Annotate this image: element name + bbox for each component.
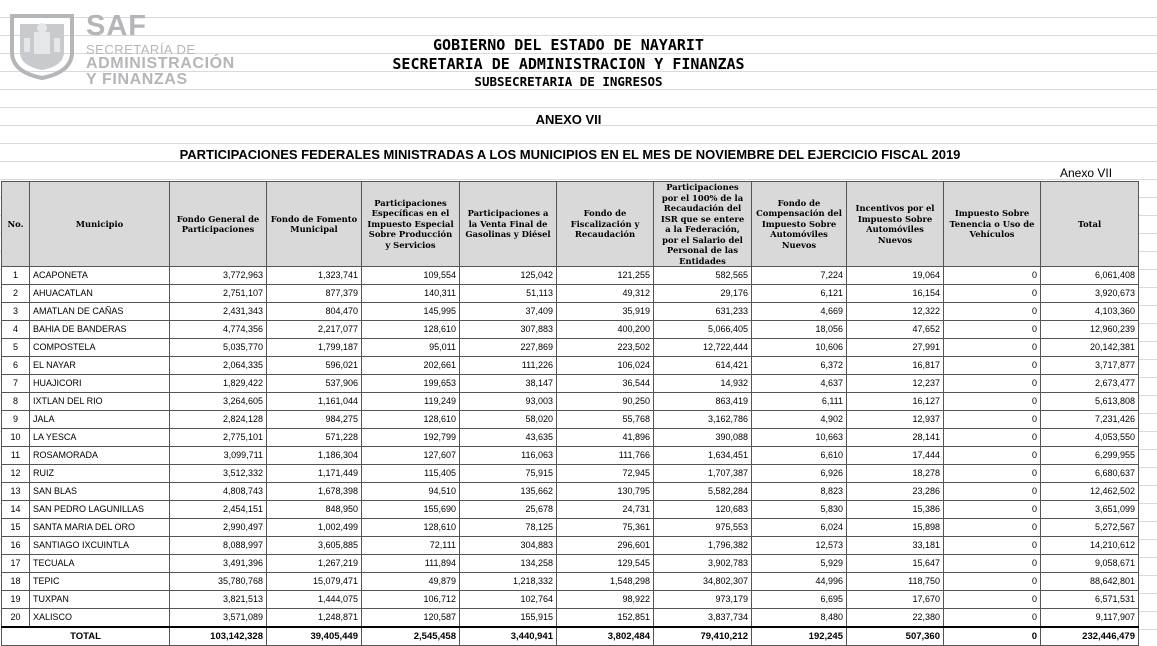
value-cell: 877,379: [267, 285, 362, 303]
value-cell: 5,582,284: [654, 483, 752, 501]
value-cell: 16,127: [847, 393, 944, 411]
table-row: [2, 501, 1139, 519]
table-header-row: [2, 182, 1139, 267]
table-row: [2, 591, 1139, 609]
value-cell: 227,869: [460, 339, 557, 357]
value-cell: 90,250: [557, 393, 654, 411]
value-cell: 614,421: [654, 357, 752, 375]
municipio-cell: TECUALA: [30, 555, 170, 573]
value-cell: 3,264,605: [170, 393, 267, 411]
table-row: [2, 519, 1139, 537]
municipio-cell: LA YESCA: [30, 429, 170, 447]
value-cell: 18,278: [847, 465, 944, 483]
value-cell: 192,799: [362, 429, 460, 447]
value-cell: 23,286: [847, 483, 944, 501]
value-cell: 5,830: [752, 501, 847, 519]
total-value-cell: 232,446,479: [1041, 627, 1139, 646]
value-cell: 98,922: [557, 591, 654, 609]
value-cell: 35,780,768: [170, 573, 267, 591]
value-cell: 631,233: [654, 303, 752, 321]
logo-line-1: SECRETARÍA DE: [86, 42, 196, 57]
row-number: 19: [2, 591, 30, 609]
table-row: [2, 483, 1139, 501]
column-header: Fondo de Fiscalización y Recaudación: [557, 182, 654, 267]
row-number: 16: [2, 537, 30, 555]
value-cell: 1,829,422: [170, 375, 267, 393]
value-cell: 24,731: [557, 501, 654, 519]
row-number: 2: [2, 285, 30, 303]
value-cell: 15,386: [847, 501, 944, 519]
header-government: GOBIERNO DEL ESTADO DE NAYARIT: [433, 36, 704, 54]
value-cell: 75,915: [460, 465, 557, 483]
value-cell: 6,695: [752, 591, 847, 609]
table-row: [2, 375, 1139, 393]
value-cell: 3,902,783: [654, 555, 752, 573]
value-cell: 25,678: [460, 501, 557, 519]
value-cell: 18,056: [752, 321, 847, 339]
value-cell: 134,258: [460, 555, 557, 573]
value-cell: 1,002,499: [267, 519, 362, 537]
row-number: 13: [2, 483, 30, 501]
table-row: [2, 447, 1139, 465]
value-cell: 2,990,497: [170, 519, 267, 537]
value-cell: 14,932: [654, 375, 752, 393]
value-cell: 7,231,426: [1041, 411, 1139, 429]
value-cell: 44,996: [752, 573, 847, 591]
value-cell: 296,601: [557, 537, 654, 555]
value-cell: 106,712: [362, 591, 460, 609]
table-row: [2, 393, 1139, 411]
value-cell: 2,775,101: [170, 429, 267, 447]
value-cell: 1,248,871: [267, 609, 362, 628]
value-cell: 7,224: [752, 267, 847, 285]
value-cell: 38,147: [460, 375, 557, 393]
value-cell: 1,444,075: [267, 591, 362, 609]
value-cell: 43,635: [460, 429, 557, 447]
value-cell: 582,565: [654, 267, 752, 285]
value-cell: 111,226: [460, 357, 557, 375]
row-number: 15: [2, 519, 30, 537]
row-number: 7: [2, 375, 30, 393]
value-cell: 29,176: [654, 285, 752, 303]
value-cell: 1,548,298: [557, 573, 654, 591]
logo-acronym: SAF: [86, 10, 147, 42]
value-cell: 47,652: [847, 321, 944, 339]
table-row: [2, 429, 1139, 447]
value-cell: 22,380: [847, 609, 944, 628]
annex-label-right: Anexo VII: [1060, 166, 1113, 180]
value-cell: 95,011: [362, 339, 460, 357]
value-cell: 118,750: [847, 573, 944, 591]
value-cell: 537,906: [267, 375, 362, 393]
value-cell: 2,431,343: [170, 303, 267, 321]
value-cell: 0: [944, 357, 1041, 375]
value-cell: 129,545: [557, 555, 654, 573]
value-cell: 119,249: [362, 393, 460, 411]
value-cell: 1,799,187: [267, 339, 362, 357]
logo-line-2: ADMINISTRACIÓN: [86, 55, 235, 72]
table-row: [2, 555, 1139, 573]
value-cell: 14,210,612: [1041, 537, 1139, 555]
value-cell: 4,103,360: [1041, 303, 1139, 321]
value-cell: 973,179: [654, 591, 752, 609]
column-header: Participaciones Específicas en el Impuesto Especial Sobre Producción y Servicios: [362, 182, 460, 267]
value-cell: 8,823: [752, 483, 847, 501]
header-subsecretariat: SUBSECRETARIA DE INGRESOS: [474, 74, 663, 89]
value-cell: 4,808,743: [170, 483, 267, 501]
value-cell: 155,915: [460, 609, 557, 628]
value-cell: 3,512,332: [170, 465, 267, 483]
value-cell: 93,003: [460, 393, 557, 411]
municipio-cell: BAHIA DE BANDERAS: [30, 321, 170, 339]
row-number: 8: [2, 393, 30, 411]
participaciones-table: [1, 181, 1139, 646]
value-cell: 0: [944, 501, 1041, 519]
municipio-cell: SANTA MARIA DEL ORO: [30, 519, 170, 537]
value-cell: 111,894: [362, 555, 460, 573]
value-cell: 2,824,128: [170, 411, 267, 429]
column-header: Impuesto Sobre Tenencia o Uso de Vehículos: [944, 182, 1041, 267]
municipio-cell: EL NAYAR: [30, 357, 170, 375]
value-cell: 34,802,307: [654, 573, 752, 591]
total-value-cell: 192,245: [752, 627, 847, 646]
value-cell: 0: [944, 393, 1041, 411]
table-row: [2, 573, 1139, 591]
value-cell: 6,571,531: [1041, 591, 1139, 609]
value-cell: 58,020: [460, 411, 557, 429]
value-cell: 88,642,801: [1041, 573, 1139, 591]
value-cell: 128,610: [362, 519, 460, 537]
value-cell: 3,491,396: [170, 555, 267, 573]
value-cell: 2,217,077: [267, 321, 362, 339]
value-cell: 2,673,477: [1041, 375, 1139, 393]
table-row: [2, 303, 1139, 321]
value-cell: 28,141: [847, 429, 944, 447]
value-cell: 3,099,711: [170, 447, 267, 465]
value-cell: 102,764: [460, 591, 557, 609]
value-cell: 3,717,877: [1041, 357, 1139, 375]
table-row: [2, 537, 1139, 555]
value-cell: 10,663: [752, 429, 847, 447]
table-row: [2, 339, 1139, 357]
value-cell: 0: [944, 573, 1041, 591]
column-header: Participaciones a la Venta Final de Gasolinas y Diésel: [460, 182, 557, 267]
value-cell: 115,405: [362, 465, 460, 483]
municipio-cell: TUXPAN: [30, 591, 170, 609]
value-cell: 1,323,741: [267, 267, 362, 285]
value-cell: 94,510: [362, 483, 460, 501]
value-cell: 78,125: [460, 519, 557, 537]
value-cell: 5,066,405: [654, 321, 752, 339]
row-number: 17: [2, 555, 30, 573]
value-cell: 3,821,513: [170, 591, 267, 609]
value-cell: 12,462,502: [1041, 483, 1139, 501]
value-cell: 41,896: [557, 429, 654, 447]
row-number: 10: [2, 429, 30, 447]
value-cell: 2,751,107: [170, 285, 267, 303]
row-number: 5: [2, 339, 30, 357]
value-cell: 6,299,955: [1041, 447, 1139, 465]
value-cell: 10,606: [752, 339, 847, 357]
value-cell: 2,454,151: [170, 501, 267, 519]
column-header: Municipio: [30, 182, 170, 267]
table-row: [2, 357, 1139, 375]
value-cell: 0: [944, 537, 1041, 555]
value-cell: 3,920,673: [1041, 285, 1139, 303]
value-cell: 106,024: [557, 357, 654, 375]
table-row: [2, 267, 1139, 285]
value-cell: 0: [944, 411, 1041, 429]
value-cell: 135,662: [460, 483, 557, 501]
value-cell: 12,237: [847, 375, 944, 393]
total-value-cell: 39,405,449: [267, 627, 362, 646]
row-number: 18: [2, 573, 30, 591]
value-cell: 4,637: [752, 375, 847, 393]
value-cell: 975,553: [654, 519, 752, 537]
value-cell: 202,661: [362, 357, 460, 375]
value-cell: 128,610: [362, 321, 460, 339]
value-cell: 20,142,381: [1041, 339, 1139, 357]
column-header: Participaciones por el 100% de la Recaudación del ISR que se entere a la Federación, por el Salario del Personal de las Entidades: [654, 182, 752, 267]
value-cell: 8,480: [752, 609, 847, 628]
value-cell: 155,690: [362, 501, 460, 519]
value-cell: 0: [944, 447, 1041, 465]
page-title: PARTICIPACIONES FEDERALES MINISTRADAS A LOS MUNICIPIOS EN EL MES DE NOVIEMBRE DEL EJERCICIO FISCAL 2019: [179, 147, 961, 162]
value-cell: 0: [944, 285, 1041, 303]
value-cell: 307,883: [460, 321, 557, 339]
municipio-cell: TEPIC: [30, 573, 170, 591]
municipio-cell: IXTLAN DEL RIO: [30, 393, 170, 411]
row-number: 14: [2, 501, 30, 519]
municipio-cell: SANTIAGO IXCUINTLA: [30, 537, 170, 555]
row-number: 11: [2, 447, 30, 465]
value-cell: 8,088,997: [170, 537, 267, 555]
value-cell: 0: [944, 339, 1041, 357]
value-cell: 111,766: [557, 447, 654, 465]
value-cell: 848,950: [267, 501, 362, 519]
municipio-cell: XALISCO: [30, 609, 170, 628]
header-secretariat: SECRETARIA DE ADMINISTRACION Y FINANZAS: [392, 55, 745, 73]
value-cell: 804,470: [267, 303, 362, 321]
total-value-cell: 0: [944, 627, 1041, 646]
value-cell: 2,064,335: [170, 357, 267, 375]
value-cell: 130,795: [557, 483, 654, 501]
municipio-cell: JALA: [30, 411, 170, 429]
value-cell: 5,272,567: [1041, 519, 1139, 537]
value-cell: 0: [944, 375, 1041, 393]
value-cell: 36,544: [557, 375, 654, 393]
value-cell: 128,610: [362, 411, 460, 429]
value-cell: 125,042: [460, 267, 557, 285]
value-cell: 116,063: [460, 447, 557, 465]
value-cell: 37,409: [460, 303, 557, 321]
value-cell: 400,200: [557, 321, 654, 339]
table-row: [2, 609, 1139, 628]
value-cell: 0: [944, 465, 1041, 483]
column-header: Fondo de Compensación del Impuesto Sobre Automóviles Nuevos: [752, 182, 847, 267]
value-cell: 0: [944, 609, 1041, 628]
value-cell: 140,311: [362, 285, 460, 303]
value-cell: 3,837,734: [654, 609, 752, 628]
column-header: No.: [2, 182, 30, 267]
annex-title: ANEXO VII: [535, 112, 602, 127]
value-cell: 72,945: [557, 465, 654, 483]
value-cell: 1,678,398: [267, 483, 362, 501]
row-number: 9: [2, 411, 30, 429]
municipio-cell: RUIZ: [30, 465, 170, 483]
table-row: [2, 285, 1139, 303]
value-cell: 5,929: [752, 555, 847, 573]
value-cell: 4,669: [752, 303, 847, 321]
value-cell: 12,960,239: [1041, 321, 1139, 339]
value-cell: 6,121: [752, 285, 847, 303]
row-number: 20: [2, 609, 30, 628]
value-cell: 12,722,444: [654, 339, 752, 357]
value-cell: 1,171,449: [267, 465, 362, 483]
column-header: Fondo de Fomento Municipal: [267, 182, 362, 267]
value-cell: 1,634,451: [654, 447, 752, 465]
municipio-cell: ACAPONETA: [30, 267, 170, 285]
value-cell: 571,228: [267, 429, 362, 447]
total-value-cell: 507,360: [847, 627, 944, 646]
value-cell: 1,186,304: [267, 447, 362, 465]
value-cell: 3,162,786: [654, 411, 752, 429]
value-cell: 6,926: [752, 465, 847, 483]
value-cell: 15,079,471: [267, 573, 362, 591]
value-cell: 4,774,356: [170, 321, 267, 339]
value-cell: 9,117,907: [1041, 609, 1139, 628]
value-cell: 1,707,387: [654, 465, 752, 483]
municipio-cell: AMATLAN DE CAÑAS: [30, 303, 170, 321]
value-cell: 51,113: [460, 285, 557, 303]
value-cell: 6,610: [752, 447, 847, 465]
value-cell: 0: [944, 519, 1041, 537]
total-value-cell: 103,142,328: [170, 627, 267, 646]
value-cell: 863,419: [654, 393, 752, 411]
value-cell: 12,322: [847, 303, 944, 321]
value-cell: 3,571,089: [170, 609, 267, 628]
value-cell: 15,898: [847, 519, 944, 537]
row-number: 12: [2, 465, 30, 483]
value-cell: 0: [944, 267, 1041, 285]
value-cell: 199,653: [362, 375, 460, 393]
value-cell: 75,361: [557, 519, 654, 537]
value-cell: 49,879: [362, 573, 460, 591]
value-cell: 145,995: [362, 303, 460, 321]
value-cell: 596,021: [267, 357, 362, 375]
value-cell: 127,607: [362, 447, 460, 465]
value-cell: 121,255: [557, 267, 654, 285]
value-cell: 49,312: [557, 285, 654, 303]
value-cell: 3,772,963: [170, 267, 267, 285]
value-cell: 17,670: [847, 591, 944, 609]
column-header: Incentivos por el Impuesto Sobre Automóviles Nuevos: [847, 182, 944, 267]
total-label: TOTAL: [2, 627, 170, 646]
value-cell: 6,061,408: [1041, 267, 1139, 285]
value-cell: 0: [944, 321, 1041, 339]
value-cell: 0: [944, 429, 1041, 447]
value-cell: 16,154: [847, 285, 944, 303]
value-cell: 9,058,671: [1041, 555, 1139, 573]
value-cell: 12,937: [847, 411, 944, 429]
municipio-cell: SAN PEDRO LAGUNILLAS: [30, 501, 170, 519]
value-cell: 0: [944, 555, 1041, 573]
value-cell: 33,181: [847, 537, 944, 555]
value-cell: 120,683: [654, 501, 752, 519]
value-cell: 6,024: [752, 519, 847, 537]
value-cell: 15,647: [847, 555, 944, 573]
value-cell: 16,817: [847, 357, 944, 375]
value-cell: 0: [944, 303, 1041, 321]
row-number: 1: [2, 267, 30, 285]
total-value-cell: 3,440,941: [460, 627, 557, 646]
value-cell: 0: [944, 483, 1041, 501]
value-cell: 5,035,770: [170, 339, 267, 357]
value-cell: 12,573: [752, 537, 847, 555]
value-cell: 1,267,219: [267, 555, 362, 573]
column-header: Fondo General de Participaciones: [170, 182, 267, 267]
value-cell: 4,902: [752, 411, 847, 429]
total-value-cell: 3,802,484: [557, 627, 654, 646]
value-cell: 3,605,885: [267, 537, 362, 555]
value-cell: 27,991: [847, 339, 944, 357]
municipio-cell: COMPOSTELA: [30, 339, 170, 357]
table-row: [2, 465, 1139, 483]
municipio-cell: AHUACATLAN: [30, 285, 170, 303]
value-cell: 6,372: [752, 357, 847, 375]
row-number: 6: [2, 357, 30, 375]
value-cell: 152,851: [557, 609, 654, 628]
value-cell: 4,053,550: [1041, 429, 1139, 447]
row-number: 3: [2, 303, 30, 321]
municipio-cell: ROSAMORADA: [30, 447, 170, 465]
value-cell: 1,161,044: [267, 393, 362, 411]
table-row: [2, 321, 1139, 339]
value-cell: 3,651,099: [1041, 501, 1139, 519]
value-cell: 120,587: [362, 609, 460, 628]
total-value-cell: 2,545,458: [362, 627, 460, 646]
row-number: 4: [2, 321, 30, 339]
value-cell: 1,218,332: [460, 573, 557, 591]
value-cell: 304,883: [460, 537, 557, 555]
value-cell: 19,064: [847, 267, 944, 285]
municipio-cell: SAN BLAS: [30, 483, 170, 501]
column-header: Total: [1041, 182, 1139, 267]
total-value-cell: 79,410,212: [654, 627, 752, 646]
value-cell: 109,554: [362, 267, 460, 285]
value-cell: 72,111: [362, 537, 460, 555]
value-cell: 5,613,808: [1041, 393, 1139, 411]
value-cell: 0: [944, 591, 1041, 609]
value-cell: 390,088: [654, 429, 752, 447]
value-cell: 6,680,637: [1041, 465, 1139, 483]
value-cell: 984,275: [267, 411, 362, 429]
value-cell: 223,502: [557, 339, 654, 357]
value-cell: 6,111: [752, 393, 847, 411]
value-cell: 17,444: [847, 447, 944, 465]
value-cell: 35,919: [557, 303, 654, 321]
logo-line-3: Y FINANZAS: [86, 71, 188, 88]
table-row: [2, 411, 1139, 429]
value-cell: 1,796,382: [654, 537, 752, 555]
value-cell: 55,768: [557, 411, 654, 429]
municipio-cell: HUAJICORI: [30, 375, 170, 393]
